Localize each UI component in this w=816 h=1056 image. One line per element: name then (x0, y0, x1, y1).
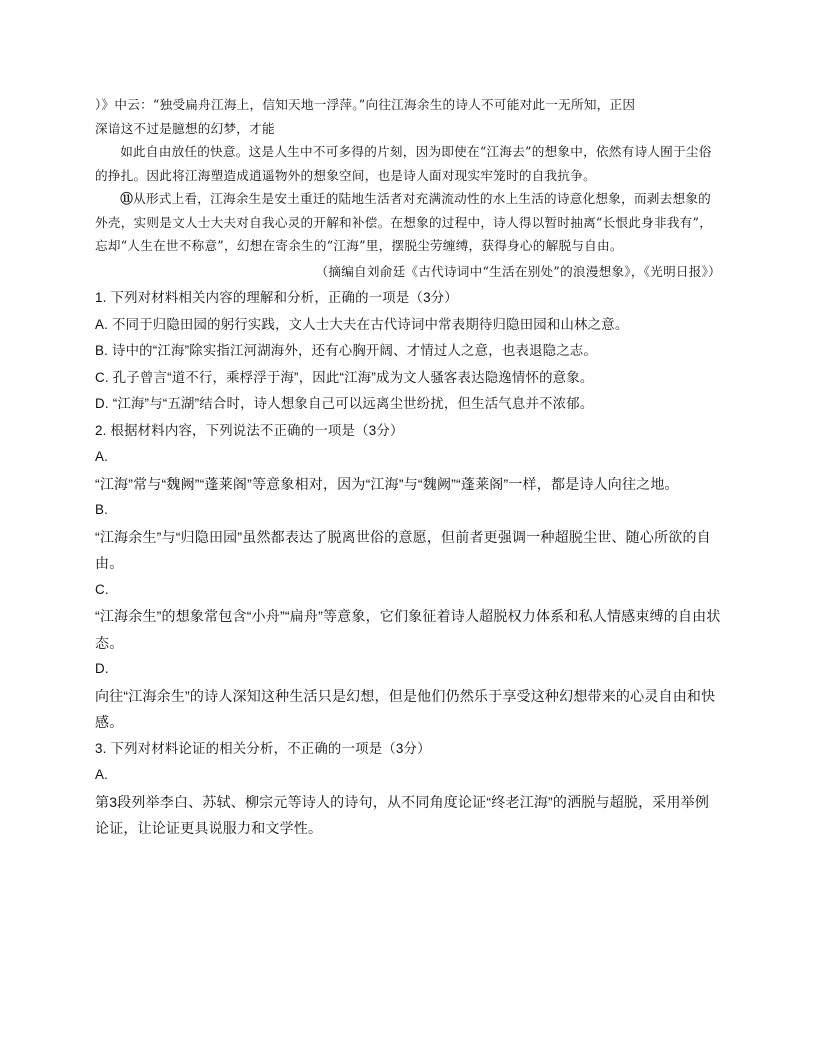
option-a-letter: A. (95, 449, 109, 464)
question-3 (95, 736, 721, 842)
option-b-text: “江海余生”与“归隐田园”虽然都表达了脱离世俗的意愿，但前者更强调一种超脱尘世、随心所欲的自由。 (95, 528, 711, 571)
option-d-letter: D. (95, 661, 109, 676)
question-stem: 2. 根据材料内容，下列说法不正确的一项是（3分） (95, 422, 404, 438)
question-section (95, 285, 721, 842)
passage-line: ）》中云：“独受扁舟江海上，信知天地一浮萍。”向往江海余生的诗人不可能对此一无所知，正因 (95, 97, 636, 112)
option-c-text: “江海余生”的想象常包含“小舟”“扁舟”等意象，它们象征着诗人超脱权力体系和私人情感束缚的自由状态。 (95, 608, 721, 651)
question-2 (95, 418, 721, 736)
reading-passage (95, 93, 721, 283)
paragraph-text: 从形式上看，江海余生是安土重迁的陆地生活者对充满流动性的水上生活的诗意化想象，而剥去想象的外壳，实则是文人士大夫对自我心灵的开解和补偿。在想象的过程中，诗人得以暂时抽离“长恨此身非我有”，忘却“人生在世不称意”，幻想在寄余生的“江海”里，摆脱尘劳缠缚，获得身心的解脱与自由。 (95, 191, 713, 253)
document-page (95, 93, 721, 842)
passage-paragraph (95, 187, 721, 258)
question-1 (95, 285, 721, 418)
option-c: C. 孔子曾言“道不行，乘桴浮于海”，因此“江海”成为文人骚客表达隐逸情怀的意象。 (95, 369, 594, 385)
option-d: D. “江海”与“五湖”结合时，诗人想象自己可以远离尘世纷扰，但生活气息并不浓郁。 (95, 396, 594, 411)
option-a: A. 不同于归隐田园的躬行实践，文人士大夫在古代诗词中常表期待归隐田园和山林之意。 (95, 316, 629, 332)
option-b-letter: B. (95, 502, 109, 517)
option-a-text: 第3段列举李白、苏轼、柳宗元等诗人的诗句，从不同角度论证“终老江海”的洒脱与超脱，采用举例论证，让论证更具说服力和文学性。 (95, 793, 710, 836)
passage-line: 深谙这不过是臆想的幻梦，才能 (95, 120, 275, 136)
source-citation: （摘编自刘俞廷《古代诗词中“生活在别处”的浪漫想象》，《光明日报》） (315, 263, 721, 279)
paragraph-number: ⑪ (120, 191, 134, 206)
option-a-text: “江海”常与“魏阙”“蓬莱阁”等意象相对，因为“江海”与“魏阙”“蓬莱阁”一样，都是诗人向往之地。 (95, 475, 679, 492)
passage-paragraph: 如此自由放任的快意。这是人生中不可多得的片刻，因为即使在“江海去”的想象中，依然有诗人囿于尘俗的挣扎。因此将江海塑造成逍遥物外的想象空间，也是诗人面对现实牢笼时的自我抗争。 (95, 144, 712, 183)
option-c-letter: C. (95, 581, 109, 597)
question-stem: 3. 下列对材料论证的相关分析，不正确的一项是（3分） (95, 740, 431, 756)
question-stem: 1. 下列对材料相关内容的理解和分析，正确的一项是（3分） (95, 290, 458, 305)
option-d-text: 向往“江海余生”的诗人深知这种生活只是幻想，但是他们仍然乐于享受这种幻想带来的心灵自由和快感。 (95, 687, 716, 730)
option-b: B. 诗中的“江海”除实指江河湖海外，还有心胸开阔、才情过人之意，也表退隐之志。 (95, 343, 597, 358)
option-a-letter: A. (95, 767, 109, 782)
